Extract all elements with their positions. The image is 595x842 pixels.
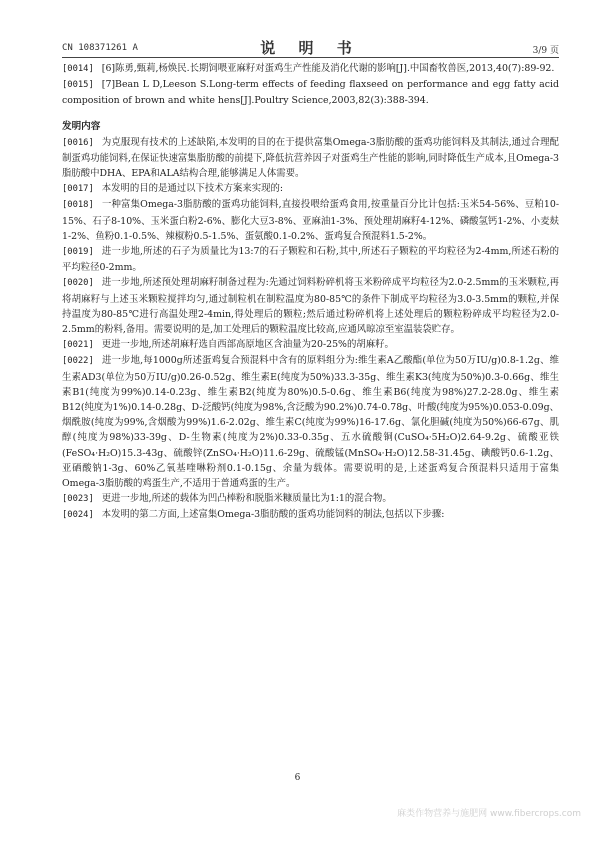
paragraph-text: 为克服现有技术的上述缺陷,本发明的目的在于提供富集Omega-3脂肪酸的蛋鸡功能饲料及其制法,通过合理配制蛋鸡功能饲料,在保证快速富集脂肪酸的前提下,降低抗营养因子对蛋鸡生产性能的影响,同时降低生产成本,且Omega-3脂肪酸中DHA、EPA和ALA结构合理,能够满足人体需要。 [62, 136, 559, 180]
paragraph-number: [0019] [62, 247, 94, 258]
document-body [62, 61, 559, 524]
paragraph-0018 [62, 197, 559, 244]
paragraph-0024 [62, 507, 559, 523]
patent-number: CN 108371261 A [62, 43, 138, 53]
paragraph-number: [0018] [62, 200, 94, 211]
paragraph-0023 [62, 491, 559, 507]
paragraph-text: 进一步地,所述的石子为质量比为13:7的石子颗粒和石粉,其中,所述石子颗粒的平均粒径为2-4mm,所述石粉的平均粒径0-2mm。 [62, 246, 559, 274]
paragraph-number: [0023] [62, 494, 94, 505]
page-header [62, 37, 559, 57]
paragraph-number: [0016] [62, 137, 94, 148]
paragraph-text: 进一步地,每1000g所述蛋鸡复合预混料中含有的原料组分为:维生素A乙酸酯(单位为50万IU/g)0.8-1.2g、维生素AD3(单位为50万IU/g)0.26-0.52g、维生素E(纯度为50%)33.3-35g、维生素K3(纯度为50%)0.3-0.66g、维生素B1(纯度为99%)0.14-0.23g、维生素B2(纯度为80%)0.5-0.6g、维生素B6(纯度为98%)27.2-28.0g、维生素B12(纯度为1%)0.14-0.28g、D-泛酸钙(纯度为98%,含泛酸为90.2%)0.74-0.78g、叶酸(纯度为95%)0.053-0.09g、烟酰胺(纯度为99%,含烟酸为99%)1.6-2.02g、维生素C(纯度为99%)16-17.6g、氯化胆碱(纯度为50%)66-67g、肌醇(纯度为98%)33-39g、D-生物素(纯度为2%)0.33-0.35g、五水硫酸铜(CuSO₄·5H₂O)2.64-9.2g、硫酸亚铁(FeSO₄·H₂O)15.3-43g、硫酸锌(ZnSO₄·H₂O)11.6-29g、硫酸锰(MnSO₄·H₂O)12.58-31.45g、碘酸钙0.6-1.2g、亚硒酸钠1-3g、60%乙氧基喹啉粉剂0.1-0.15g、余量为载体。需要说明的是,上述蛋鸡复合预混料只适用于富集Omega-3脂肪酸的鸡蛋生产,不适用于普通鸡蛋的生产。 [62, 355, 559, 490]
paragraph-text: 进一步地,所述预处理胡麻籽制备过程为:先通过饲料粉碎机将玉米粉碎成平均粒径为2.0-2.5mm的玉米颗粒,再将胡麻籽与上述玉米颗粒搅拌均匀,通过制粒机在制粒温度为80-85℃的条件下制成平均粒径为3.0-3.5mm的颗粒,并保持温度为80-85℃进行高温处理2-4min,得处理后的颗粒;然后通过粉碎机将上述处理后的颗粒粉碎成平均粒径为2.0-2.5mm的粉料,备用。需要说明的是,加工处理后的颗粒温度比较高,应通风晾凉至室温装袋贮存。 [62, 277, 559, 336]
header-divider [62, 57, 559, 58]
paragraph-0016 [62, 135, 559, 182]
paragraph-0015 [62, 77, 559, 108]
paragraph-number: [0014] [62, 64, 94, 74]
paragraph-number: [0020] [62, 278, 94, 289]
paragraph-number: [0022] [62, 356, 94, 367]
paragraph-text: 本发明的第二方面,上述富集Omega-3脂肪酸的蛋鸡功能饲料的制法,包括以下步骤: [101, 509, 445, 521]
page-indicator: 3/9 页 [532, 46, 559, 56]
paragraph-number: [0015] [62, 80, 94, 91]
paragraph-text: 一种富集Omega-3脂肪酸的蛋鸡功能饲料,直接投喂给蛋鸡食用,按重量百分比计包括:玉米54-56%、豆粕10-15%、石子8-10%、玉米蛋白粉2-6%、膨化大豆3-8%、亚麻油1-3%、预处理胡麻籽4-12%、磷酸氢钙1-2%、小麦麸1-2%、鱼粉0.1-0.5%、辣椒粉0.5-1.5%、蛋氨酸0.1-0.2%、蛋鸡复合预混料1.5-2%。 [62, 199, 559, 242]
paragraph-0022 [62, 353, 559, 491]
paragraph-0014 [62, 61, 559, 77]
paragraph-0017 [62, 181, 559, 197]
section-heading: 发明内容 [62, 120, 101, 132]
page-number: 6 [294, 773, 301, 783]
paragraph-number: [0024] [62, 510, 94, 521]
paragraph-text: 本发明的目的是通过以下技术方案来实现的: [101, 183, 284, 195]
paragraph-text: 更进一步地,所述的载体为凹凸棒粉和脱脂米糠质量比为1:1的混合物。 [101, 493, 392, 505]
paragraph-text: [6]陈勇,甄莉,杨焕民.长期饲喂亚麻籽对蛋鸡生产性能及消化代谢的影响[J].中国畜牧兽医,2013,40(7):89-92. [101, 63, 555, 74]
paragraph-0021 [62, 337, 559, 353]
site-watermark: 麻类作物营养与施肥网 www.fibercrops.com [397, 809, 581, 819]
paragraph-number: [0021] [62, 340, 94, 351]
paragraph-text: [7]Bean L D,Leeson S.Long-term effects of feeding flaxseed on performance and egg fatty acid composition of brown and white hens[J].Poultry Science,2003,82(3):388-394. [62, 79, 559, 107]
document-type-title: 说 明 书 [260, 39, 361, 57]
paragraph-number: [0017] [62, 184, 94, 195]
paragraph-0019 [62, 244, 559, 275]
paragraph-0020 [62, 275, 559, 337]
paragraph-text: 更进一步地,所述胡麻籽选自西部高原地区含油量为20-25%的胡麻籽。 [101, 339, 394, 351]
